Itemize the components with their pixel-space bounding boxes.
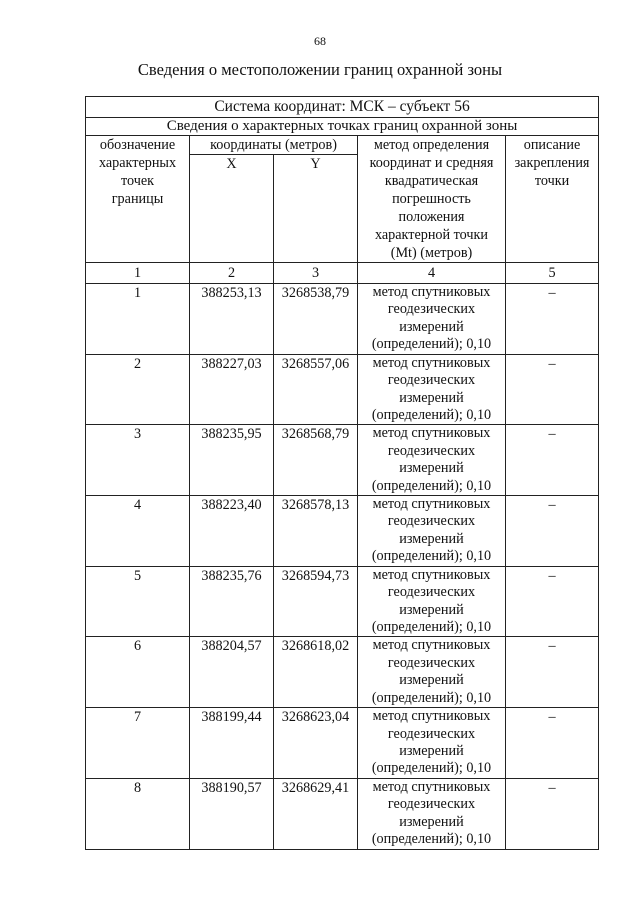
description-cell: – [506,284,599,355]
description-cell: – [506,708,599,779]
method-line: геодезических [387,442,476,459]
method-line: метод спутниковых [372,778,491,795]
x-coordinate-cell: 388190,57 [190,778,274,849]
page-number: 68 [314,34,326,48]
method-cell [358,778,506,849]
method-line: (определений); 0,10 [371,618,492,635]
point-id-cell: 1 [86,284,190,355]
method-line: (определений); 0,10 [371,760,492,777]
table-row [86,354,599,425]
method-line: геодезических [387,584,476,601]
method-line: измерений [399,318,464,335]
header-x: X [190,155,274,263]
method-line: геодезических [387,796,476,813]
y-coordinate-cell: 3268629,41 [274,778,358,849]
x-coordinate-cell: 388253,13 [190,284,274,355]
column-number: 1 [86,263,190,284]
description-cell: – [506,425,599,496]
method-cell [358,566,506,637]
table-row [86,425,599,496]
y-coordinate-cell: 3268568,79 [274,425,358,496]
description-cell: – [506,778,599,849]
method-line: геодезических [387,513,476,530]
y-coordinate-cell: 3268538,79 [274,284,358,355]
header-designation: обозначение характерных точек границы [86,136,190,263]
point-id-cell: 4 [86,496,190,567]
y-coordinate-cell: 3268557,06 [274,354,358,425]
method-line: геодезических [387,372,476,389]
point-id-cell: 8 [86,778,190,849]
table-row [86,284,599,355]
method-cell [358,496,506,567]
method-line: метод спутниковых [372,566,491,583]
document-title: Сведения о местоположении границ охранной зоны [137,60,503,79]
method-line: (определений); 0,10 [371,336,492,353]
y-coordinate-cell: 3268623,04 [274,708,358,779]
coordinate-system-header: Система координат: МСК – субъект 56 [86,97,599,118]
point-id-cell: 2 [86,354,190,425]
method-line: метод спутниковых [372,637,491,654]
method-cell [358,637,506,708]
header-y: Y [274,155,358,263]
method-line: геодезических [387,725,476,742]
x-coordinate-cell: 388204,57 [190,637,274,708]
method-line: метод спутниковых [372,354,491,371]
method-line: измерений [399,530,464,547]
description-cell: – [506,354,599,425]
method-line: (определений); 0,10 [371,831,492,848]
point-id-cell: 5 [86,566,190,637]
header-description: описание закрепления точки [506,136,599,263]
method-line: измерений [399,389,464,406]
y-coordinate-cell: 3268594,73 [274,566,358,637]
column-number: 3 [274,263,358,284]
method-line: (определений); 0,10 [371,477,492,494]
table-row [86,496,599,567]
description-cell: – [506,496,599,567]
method-cell [358,354,506,425]
table-row [86,778,599,849]
description-cell: – [506,566,599,637]
column-number: 5 [506,263,599,284]
method-line: измерений [399,813,464,830]
method-cell [358,708,506,779]
header-method: метод определения координат и средняя квадратическая погрешность положения характерной точки (Mt) (метров) [358,136,506,263]
method-line: геодезических [387,654,476,671]
method-line: (определений); 0,10 [371,548,492,565]
method-line: геодезических [387,301,476,318]
boundary-points-table [85,96,599,850]
y-coordinate-cell: 3268618,02 [274,637,358,708]
x-coordinate-cell: 388227,03 [190,354,274,425]
section-title-header: Сведения о характерных точках границ охранной зоны [86,118,599,136]
method-cell [358,284,506,355]
method-line: метод спутниковых [372,425,491,442]
method-line: метод спутниковых [372,284,491,300]
method-line: (определений); 0,10 [371,689,492,706]
column-number: 4 [358,263,506,284]
method-cell [358,425,506,496]
method-line: измерений [399,742,464,759]
method-line: измерений [399,601,464,618]
method-line: метод спутниковых [372,496,491,513]
method-line: измерений [399,672,464,689]
table-row [86,566,599,637]
point-id-cell: 3 [86,425,190,496]
y-coordinate-cell: 3268578,13 [274,496,358,567]
x-coordinate-cell: 388235,95 [190,425,274,496]
point-id-cell: 6 [86,637,190,708]
method-line: (определений); 0,10 [371,406,492,423]
x-coordinate-cell: 388223,40 [190,496,274,567]
table-row [86,708,599,779]
description-cell: – [506,637,599,708]
point-id-cell: 7 [86,708,190,779]
column-number: 2 [190,263,274,284]
header-coordinates: координаты (метров) [190,136,358,155]
method-line: метод спутниковых [372,708,491,725]
table-row [86,637,599,708]
x-coordinate-cell: 388235,76 [190,566,274,637]
x-coordinate-cell: 388199,44 [190,708,274,779]
method-line: измерений [399,460,464,477]
